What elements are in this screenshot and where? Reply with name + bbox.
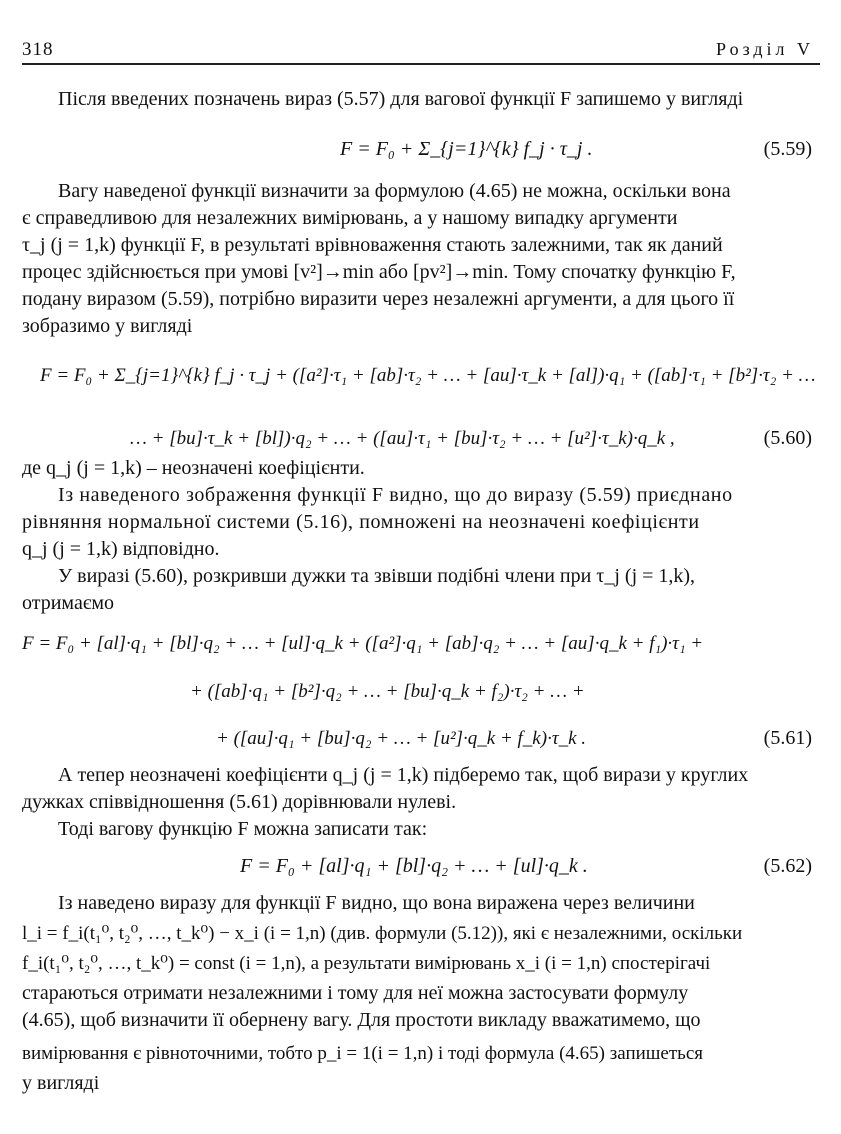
paragraph-8-line-6: вимірювання є рівноточними, тобто p_i = 1(i = 1,n) і тоді формула (4.65) запишеться bbox=[22, 1043, 703, 1064]
paragraph-2-line-6: зобразимо у вигляді bbox=[22, 315, 193, 337]
document-page bbox=[22, 0, 820, 1134]
paragraph-5-line-1: У виразі (5.60), розкривши дужки та звівши подібні члени при τ_j (j = 1,k), bbox=[58, 565, 696, 587]
equation-5-62-body: F = F₀ + [al]·q₁ + [bl]·q₂ + … + [ul]·q_k . bbox=[240, 855, 588, 877]
paragraph-3: де q_j (j = 1,k) – неозначені коефіцієнти. bbox=[22, 457, 365, 479]
equation-5-60-number: (5.60) bbox=[763, 427, 812, 449]
equation-5-59-body: F = F₀ + Σ_{j=1}^{k} f_j · τ_j . bbox=[340, 138, 593, 160]
paragraph-2-line-1: Вагу наведеної функції визначити за формулою (4.65) не можна, оскільки вона bbox=[58, 180, 731, 202]
running-header bbox=[22, 36, 820, 64]
paragraph-8-line-1: Із наведено виразу для функції F видно, що вона виражена через величини bbox=[58, 892, 695, 914]
equation-5-62 bbox=[22, 853, 820, 893]
paragraph-2-line-5: подану виразом (5.59), потрібно виразити через незалежні аргументи, а для цього її bbox=[22, 288, 735, 310]
equation-5-61-line-2 bbox=[22, 678, 820, 718]
section-title: Розділ V bbox=[716, 39, 814, 59]
paragraph-2-line-2: є справедливою для незалежних вимірювань, а у нашому випадку аргументи bbox=[22, 207, 678, 229]
equation-5-61-line-1-body: F = F₀ + [al]·q₁ + [bl]·q₂ + … + [ul]·q_k + ([a²]·q₁ + [ab]·q₂ + … + [au]·q_k + f₁)·τ₁ + bbox=[22, 633, 704, 654]
equation-5-61-line-3 bbox=[22, 725, 820, 765]
paragraph-8-line-5: (4.65), щоб визначити її обернену вагу. Для простоти викладу вважатимемо, що bbox=[22, 1009, 701, 1031]
equation-5-61-number: (5.61) bbox=[763, 727, 812, 749]
paragraph-2-line-4: процес здійснюється при умові [v²]→min або [pv²]→min. Тому спочатку функцію F, bbox=[22, 261, 736, 283]
equation-5-60-line-1-body: F = F₀ + Σ_{j=1}^{k} f_j · τ_j + ([a²]·τ₁ + [ab]·τ₂ + … + [au]·τ_k + [al])·q₁ + ([ab]·τ₁ + [b²]·τ₂ + … bbox=[40, 365, 816, 386]
paragraph-4-line-2: рівняння нормальної системи (5.16), помножені на неозначені коефіцієнти bbox=[22, 511, 700, 533]
equation-5-62-number: (5.62) bbox=[763, 855, 812, 877]
equation-5-61-line-2-body: + ([ab]·q₁ + [b²]·q₂ + … + [bu]·q_k + f₂)·τ₂ + … + bbox=[190, 681, 585, 702]
paragraph-8-line-4: стараються отримати незалежними і тому для неї можна застосувати формулу bbox=[22, 982, 689, 1004]
paragraph-6-line-1: А тепер неозначені коефіцієнти q_j (j = 1,k) підберемо так, щоб вирази у круглих bbox=[58, 764, 749, 786]
equation-5-61-line-1 bbox=[22, 630, 820, 670]
paragraph-8-line-3: f_i(t₁⁰, t₂⁰, …, t_k⁰) = const (i = 1,n), а результати вимірювань x_i (i = 1,n) спостерігачі bbox=[22, 953, 711, 974]
header-rule bbox=[22, 63, 820, 65]
paragraph-2-line-3: τ_j (j = 1,k) функції F, в результаті врівноваження стають залежними, так як даний bbox=[22, 234, 723, 256]
paragraph-4-line-1: Із наведеного зображення функції F видно, що до виразу (5.59) приєднано bbox=[58, 484, 733, 506]
paragraph-4-line-3: q_j (j = 1,k) відповідно. bbox=[22, 538, 220, 560]
equation-5-61-line-3-body: + ([au]·q₁ + [bu]·q₂ + … + [u²]·q_k + f_k)·τ_k . bbox=[216, 728, 587, 749]
paragraph-6-line-2: дужках співвідношення (5.61) дорівнювали нулеві. bbox=[22, 791, 457, 813]
equation-5-59 bbox=[22, 136, 820, 176]
equation-5-60-line-1 bbox=[22, 362, 820, 402]
page-number: 318 bbox=[22, 39, 54, 60]
paragraph-1: Після введених позначень вираз (5.57) для вагової функції F запишемо у вигляді bbox=[58, 88, 744, 110]
paragraph-7: Тоді вагову функцію F можна записати так: bbox=[58, 818, 428, 840]
paragraph-8-line-2: l_i = f_i(t₁⁰, t₂⁰, …, t_k⁰) − x_i (i = 1,n) (див. формули (5.12)), які є незалежними, оскільки bbox=[22, 923, 743, 944]
paragraph-8-line-7: у вигляді bbox=[22, 1072, 100, 1094]
equation-5-59-number: (5.59) bbox=[763, 138, 812, 160]
equation-5-60-line-2-body: … + [bu]·τ_k + [bl])·q₂ + … + ([au]·τ₁ + [bu]·τ₂ + … + [u²]·τ_k)·q_k , bbox=[130, 428, 675, 449]
paragraph-5-line-2: отримаємо bbox=[22, 592, 115, 614]
